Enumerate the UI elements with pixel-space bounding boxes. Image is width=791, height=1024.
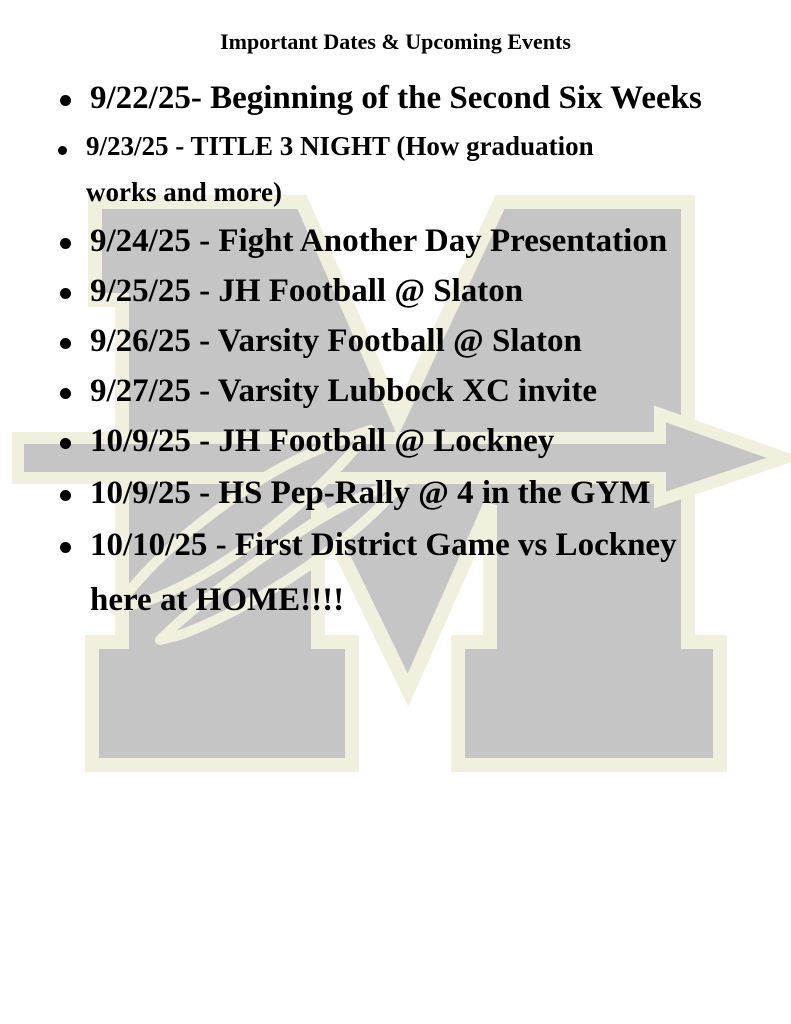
bullet-icon [58,146,67,155]
event-item-continuation: here at HOME!!!! [90,582,345,618]
bullet-icon [60,338,71,349]
event-item: 9/24/25 - Fight Another Day Presentation [90,223,668,259]
bullet-icon [60,542,71,553]
bullet-icon [60,438,71,449]
event-item: 10/10/25 - First District Game vs Lockney [90,527,677,563]
event-item: 9/22/25- Beginning of the Second Six Weeks [90,80,702,116]
event-item: 9/27/25 - Varsity Lubbock XC invite [90,373,597,409]
event-item: 9/26/25 - Varsity Football @ Slaton [90,323,582,359]
bullet-icon [60,388,71,399]
event-item-continuation: works and more) [86,177,283,207]
bullet-icon [60,490,71,501]
event-item: 9/25/25 - JH Football @ Slaton [90,273,524,309]
bullet-icon [60,238,71,249]
page-title: Important Dates & Upcoming Events [220,29,571,54]
event-item: 10/9/25 - HS Pep-Rally @ 4 in the GYM [90,475,651,511]
event-item: 10/9/25 - JH Football @ Lockney [90,423,555,459]
bullet-icon [60,95,71,106]
bullet-icon [60,288,71,299]
event-item: 9/23/25 - TITLE 3 NIGHT (How graduation [86,131,594,161]
